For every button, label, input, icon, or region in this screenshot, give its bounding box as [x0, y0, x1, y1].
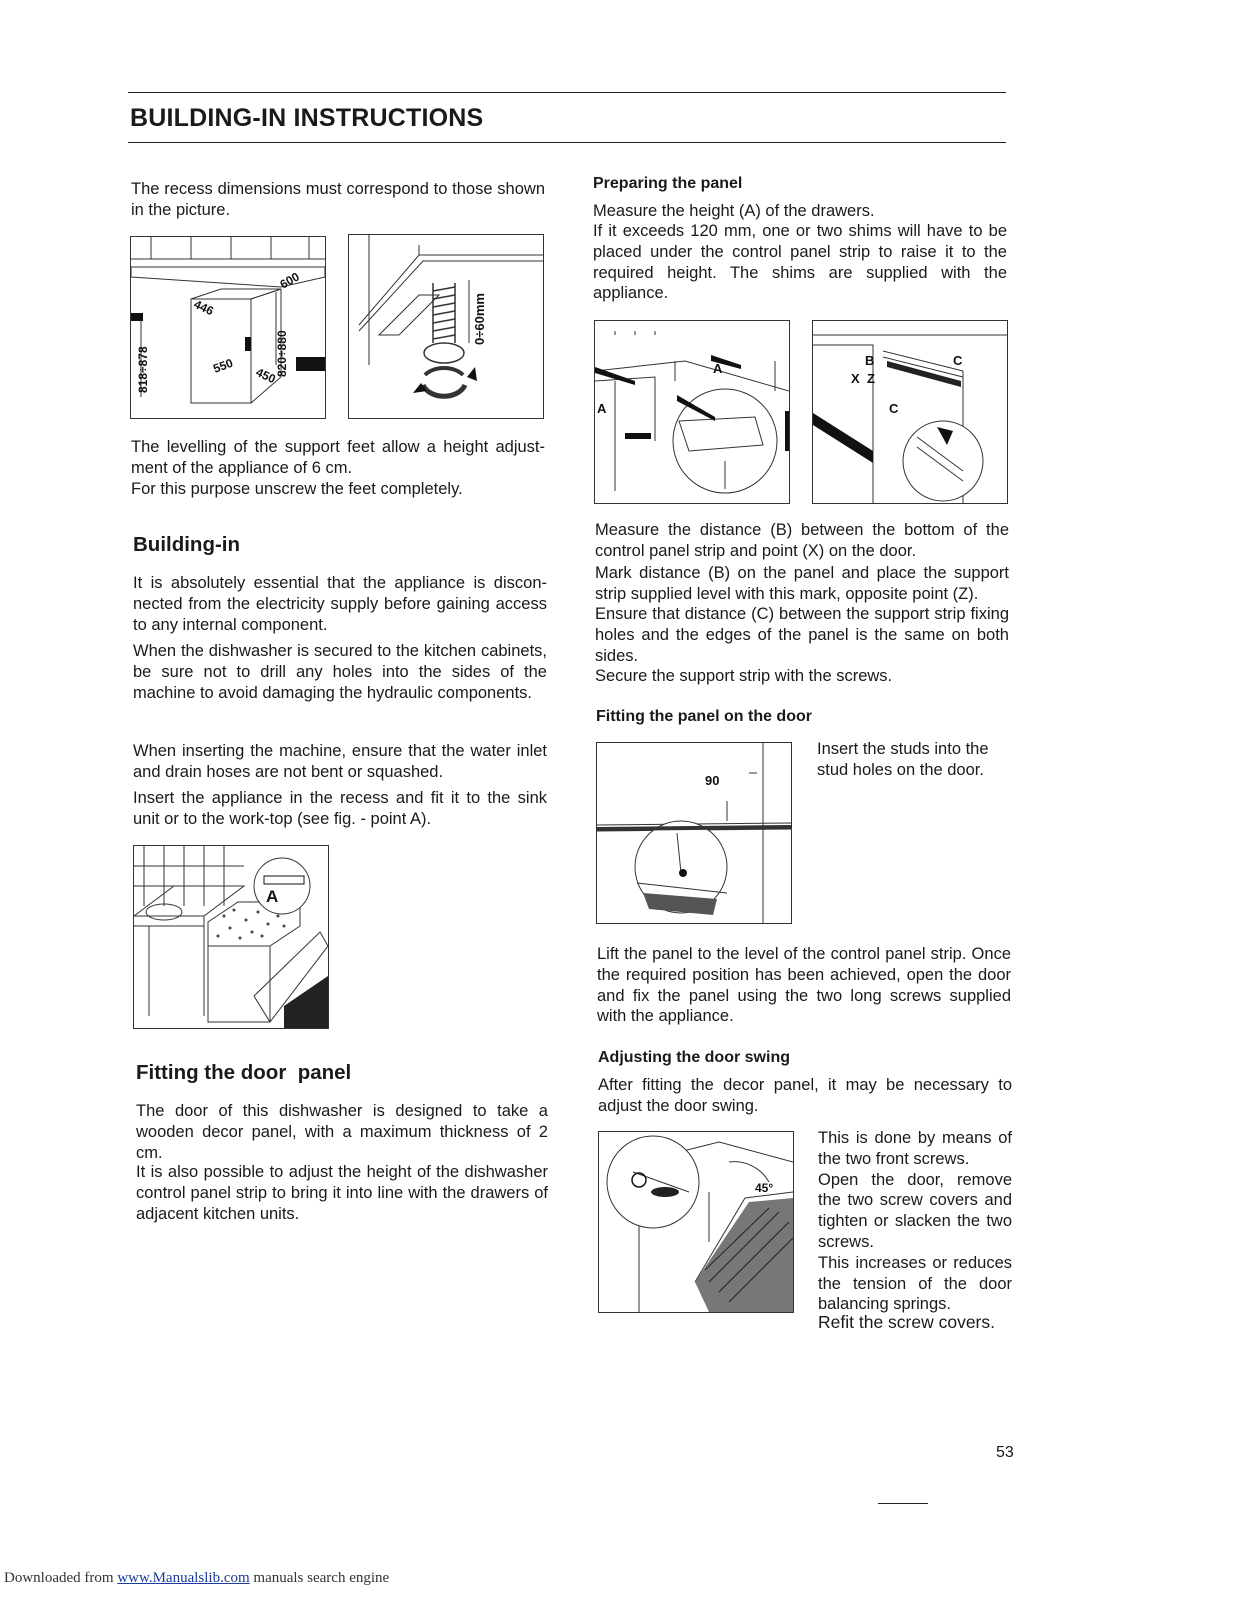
door-swing-line: This increases or reduces the tension of the door balancing springs.: [818, 1253, 1012, 1314]
header-top-rule: [128, 92, 1006, 93]
building-in-paragraph: It is absolutely essential that the appliance is discon-nected from the electricity supply before gaining access to any internal component.: [133, 574, 547, 634]
building-in-paragraph: When inserting the machine, ensure that the water inlet and drain hoses are not bent or squashed.: [133, 742, 547, 781]
fitting-door-heading: Fitting the panel on the door: [596, 708, 812, 725]
dim-label: 600: [277, 269, 302, 292]
building-in-paragraph: Insert the appliance in the recess and fit it to the sink unit or to the work-top (see fig. - point A).: [133, 789, 547, 828]
preparing-paragraph: If it exceeds 120 mm, one or two shims will have to be placed under the control panel strip to raise it to the required height. The shims are supplied with the appliance.: [593, 222, 1007, 303]
drawer-height-figure: [594, 320, 790, 504]
distance-c-label: C: [953, 353, 963, 368]
height-a-label: A: [597, 401, 607, 416]
bottom-mark: [878, 1503, 928, 1504]
fitting-door-paragraph: Lift the panel to the level of the control panel strip. Once the required position has been achieved, open the door and fix the panel using the two long screws supplied with the appliance.: [597, 945, 1011, 1026]
point-x-label: X: [851, 371, 860, 386]
support-strip-drawing: [813, 321, 1007, 503]
preparing-heading: Preparing the panel: [593, 175, 743, 192]
footer-prefix: Downloaded from: [4, 1570, 118, 1586]
distance-b-label: B: [865, 353, 875, 368]
recess-dimensions-drawing: [131, 237, 325, 418]
levelling-text: [131, 437, 545, 499]
stud-distance-label: 90: [705, 773, 720, 788]
building-in-drawing: [134, 846, 328, 1028]
distance-c-label: C: [889, 401, 899, 416]
door-swing-intro: After fitting the decor panel, it may be necessary to adjust the door swing.: [598, 1076, 1012, 1115]
support-feet-drawing: [349, 235, 543, 418]
building-in-heading: Building-in: [133, 533, 241, 556]
dim-label: 818÷878: [136, 346, 150, 393]
header-bottom-rule: [128, 142, 1006, 143]
door-panel-paragraph: The door of this dishwasher is designed to take a wooden decor panel, with a maximum thickness of 2 cm.: [136, 1102, 548, 1162]
preparing-paragraph: Measure the height (A) of the drawers.: [593, 202, 875, 220]
recess-dimensions-figure: [130, 236, 326, 419]
door-swing-line: This is done by means of the two front screws.: [818, 1129, 1012, 1168]
point-z-label: Z: [867, 371, 875, 386]
manualslib-link[interactable]: www.Manualslib.com: [117, 1570, 250, 1586]
panel-studs-figure: [596, 742, 792, 924]
support-strip-figure: [812, 320, 1008, 504]
building-in-figure: [133, 845, 329, 1029]
dim-label: 450: [253, 365, 278, 387]
feet-height-label: 0÷60mm: [472, 293, 487, 345]
levelling-line: For this purpose unscrew the feet completely.: [131, 479, 463, 498]
height-a-label: A: [713, 361, 723, 376]
dim-label: 820÷880: [275, 330, 289, 377]
door-panel-paragraph: It is also possible to adjust the height of the dishwasher control panel strip to bring it into line with the drawers of adjacent kitchen units.: [136, 1163, 548, 1223]
measure-paragraph: Ensure that distance (C) between the support strip fixing holes and the edges of the panel is the same on both sides.: [595, 605, 1009, 665]
levelling-line: The levelling of the support feet allow a height adjust-ment of the appliance of 6 cm.: [131, 438, 545, 477]
point-a-label: A: [266, 887, 279, 906]
dim-label: 550: [211, 355, 235, 376]
door-swing-figure: [598, 1131, 794, 1313]
support-feet-figure: [348, 234, 544, 419]
building-in-paragraph: When the dishwasher is secured to the kitchen cabinets, be sure not to drill any holes into the sides of the machine to avoid damaging the hydraulic components.: [133, 642, 547, 702]
panel-studs-drawing: [597, 743, 791, 923]
fitting-door-side-text: Insert the studs into the stud holes on the door.: [817, 740, 989, 779]
swing-angle-label: 45°: [755, 1181, 774, 1195]
door-swing-side-text: [818, 1128, 1012, 1315]
measure-paragraph: Mark distance (B) on the panel and place the support strip supplied level with this mark, opposite point (Z).: [595, 564, 1009, 603]
recess-text: The recess dimensions must correspond to those shown in the picture.: [131, 180, 545, 219]
page-title: BUILDING-IN INSTRUCTIONS: [130, 104, 484, 132]
door-swing-heading: Adjusting the door swing: [598, 1049, 790, 1066]
door-swing-last-line: Refit the screw covers.: [818, 1312, 995, 1332]
drawer-height-drawing: [595, 321, 789, 503]
door-swing-line: Open the door, remove the two screw covers and tighten or slacken the two screws.: [818, 1170, 1012, 1251]
download-footer: [4, 1570, 389, 1587]
footer-suffix: manuals search engine: [249, 1570, 390, 1586]
dim-label: 446: [191, 297, 216, 319]
page-number: 53: [996, 1444, 1014, 1461]
measure-paragraph: Measure the distance (B) between the bottom of the control panel strip and point (X) on the door.: [595, 521, 1009, 560]
measure-paragraph: Secure the support strip with the screws.: [595, 667, 893, 685]
door-panel-heading: Fitting the door panel: [136, 1061, 352, 1084]
door-swing-drawing: [599, 1132, 793, 1312]
